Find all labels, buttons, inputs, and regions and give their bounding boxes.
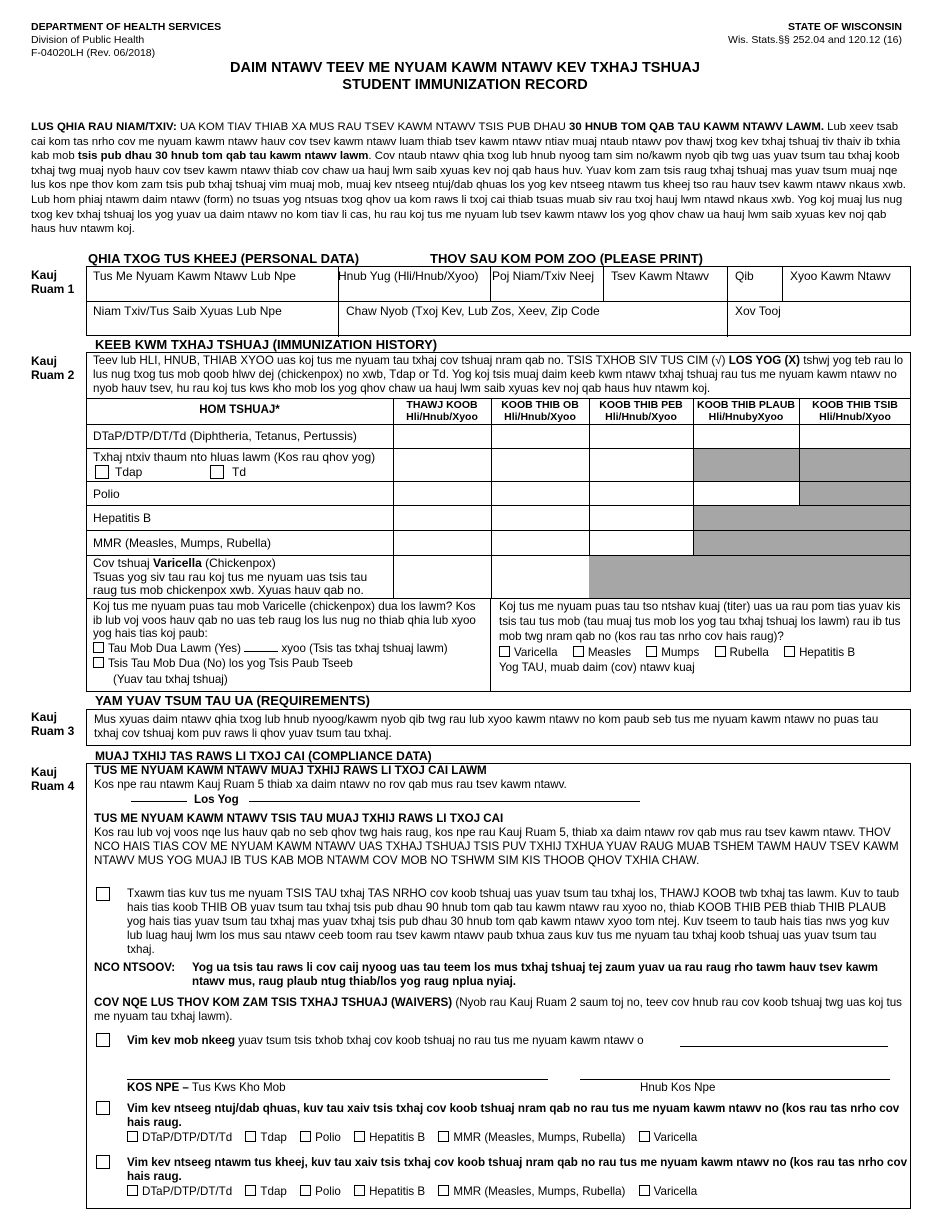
noncompliant-statement: Txawm tias kuv tus me nyuam TSIS TAU txhaj TAS NRHO cov koob tshuaj uas yuav tsum tau txhaj los, THAWJ KOOB twb txhaj tas lawm. Kuv to taub hais tias koob THIB OB yuav tsum tau txhaj tsis pub dhau 90 hnub tom qab tau kawm ntawv rau xyoo no, thiab KOOB THIB PEB thiab THIB PLAUB yog hais tias yuav tsum tau txhaj mas yuav txhaj tsis pub dhau 30 hnub tom qab kawm ntawv xyoo tom ntej. Kuv tseem to taub hais tias nws yog kuv lub luag hauj lwm los mus sau ntawv ceeb toom rau tsev kawm ntawv paub txhua zaus kuv tus me nyuam tau txhaj koob tshuaj uas yuav tsum tau txhaj.: [127, 887, 900, 956]
medical-waiver-blank[interactable]: [680, 1046, 888, 1047]
row-booster: Txhaj ntxiv thaum nto hluas lawm (Kos rau qhov yog): [93, 450, 376, 464]
page-title: [0, 60, 930, 94]
waivers-text: (Nyob rau Kauj Ruam 2 saum toj no, teev cov hnub rau cov koob tshuaj twg uas koj tus me nyuam tau txhaj lawm).: [94, 996, 902, 1023]
header-left: [31, 21, 221, 60]
titer-label: Rubella: [729, 646, 769, 659]
titer-rubella[interactable]: [715, 646, 769, 659]
grid-line: [86, 505, 911, 506]
student-name-field[interactable]: Tus Me Nyuam Kawm Ntawv Lub Npe: [93, 269, 296, 283]
checkbox-icon[interactable]: [639, 1185, 650, 1196]
row-divider: [87, 301, 910, 302]
titer-label: Measles: [587, 646, 632, 659]
checkbox-icon[interactable]: [245, 1131, 256, 1142]
religious-waiver-desc: Vim kev ntseeg ntuj/dab qhuas, kuv tau xaiv tsis txhaj cov koob tshuaj nram qab no rau tus me nyuam kawm ntawv no (kos rau tas nrho cov hais raug: [127, 1102, 900, 1129]
grid-line: [86, 530, 911, 531]
td-label: Td: [232, 465, 247, 479]
checkbox-icon[interactable]: [784, 646, 795, 657]
titer-hepatitis-b[interactable]: [784, 646, 855, 659]
checkbox-icon[interactable]: [96, 887, 110, 901]
vaccine-column-header: HOM TSHUAJ*: [199, 404, 280, 416]
checkbox-icon[interactable]: [573, 646, 584, 657]
checkbox-icon[interactable]: [646, 646, 657, 657]
dob-field[interactable]: Hnub Yug (Hli/Hnub/Xyoo): [338, 269, 479, 283]
col-divider: [338, 302, 339, 337]
vaccine-label: Hepatitis B: [369, 1131, 426, 1144]
titer-question-text: Koj tus me nyuam puas tau tso ntshav kuaj (titer) uas ua rau pom tias yuav kis tsis tau tus mob (tau muaj tus mob los yog tau txhaj tshuaj los lawm) rau ib tus mob twg nram qab no (kos rau tas nrho cov hais raug)?: [499, 600, 901, 643]
division-name: Division of Public Health: [31, 34, 145, 46]
vaccine-option[interactable]: [639, 1131, 698, 1144]
waivers-section: [94, 996, 906, 1024]
vaccine-option[interactable]: [354, 1131, 425, 1144]
dose-5-header: [799, 399, 911, 423]
vaccine-label: MMR (Measles, Mumps, Rubella): [453, 1185, 626, 1198]
td-option[interactable]: [210, 465, 246, 479]
medical-waiver-bold: Vim kev mob nkeeg: [127, 1034, 236, 1047]
dose-header-a: KOOB THIB TSIB: [812, 399, 898, 411]
var-b: Varicella: [153, 556, 202, 570]
row-polio: Polio: [93, 487, 120, 501]
religious-waiver-text: Vim kev ntseeg ntuj/dab qhuas, kuv tau xaiv tsis txhaj cov koob tshuaj nram qab no rau tus me nyuam kawm ntawv no (kos rau tas nrho cov hais raug.: [127, 1102, 900, 1129]
col-divider: [490, 267, 491, 302]
question-divider: [490, 598, 491, 692]
grid-line: [491, 398, 492, 598]
noncompliant-heading: TUS ME NYUAM KAWM NTAWV TSIS TAU MUAJ TXHIJ RAWS LI TXOJ CAI: [94, 812, 504, 825]
checkbox-icon[interactable]: [95, 465, 109, 479]
medical-waiver-text: [127, 1034, 644, 1047]
tdap-option[interactable]: [95, 465, 142, 479]
grid-line: [86, 448, 911, 449]
address-field[interactable]: Chaw Nyob (Txoj Kev, Lub Zos, Xeev, Zip Code: [346, 304, 600, 318]
dose-header-b: Hli/Hnub/Xyoo: [819, 411, 891, 423]
personal-data-box: [86, 266, 911, 336]
dose-header-a: THAWJ KOOB: [406, 399, 478, 411]
intro-text-1: UA KOM TIAV THIAB XA MUS RAU TSEV KAWM NTAWV TSIS PUB DHAU: [179, 121, 566, 133]
compliant-section: [94, 764, 904, 792]
note-text: Yog ua tsis tau raws li cov caij nyoog uas tau teem los mus txhaj tshuaj tej zaum yuav ua rau raug rho tawm hauv tsev kawm ntawv mus, raug plaub ntug thiab/los yog raug nplua nyiaj.: [192, 961, 878, 988]
dose-4-header: [693, 399, 799, 423]
vaccine-option[interactable]: [245, 1185, 286, 1198]
no-label: Tsis Tau Mob Dua (No) los yog Tsis Paub Tseeb: [108, 657, 353, 670]
checkbox-icon[interactable]: [127, 1185, 138, 1196]
vaccine-option[interactable]: [300, 1131, 341, 1144]
immunization-instructions: [93, 354, 908, 396]
col-divider: [603, 267, 604, 302]
vaccine-label: DTaP/DTP/DT/Td: [142, 1185, 233, 1198]
vaccine-label: Tdap: [260, 1131, 287, 1144]
dose-3-header: [589, 399, 693, 423]
na-shade: [799, 481, 910, 505]
personal-waiver-vaccines: [127, 1185, 697, 1198]
checkbox-icon[interactable]: [96, 1101, 110, 1115]
vaccine-label: MMR (Measles, Mumps, Rubella): [453, 1131, 626, 1144]
titer-measles[interactable]: [573, 646, 631, 659]
religious-waiver-vaccines: [127, 1131, 697, 1144]
checkbox-icon[interactable]: [93, 657, 104, 668]
checkbox-icon[interactable]: [96, 1155, 110, 1169]
row-hepatitis-b: Hepatitis B: [93, 511, 152, 525]
checkbox-icon[interactable]: [93, 642, 104, 653]
dose-header-b: Hli/Hnub/Xyoo: [504, 411, 576, 423]
year-blank[interactable]: [244, 651, 278, 652]
row-dtap: DTaP/DTP/DT/Td (Diphtheria, Tetanus, Pertussis): [93, 429, 357, 443]
signature-date-label: Hnub Kos Npe: [640, 1081, 716, 1094]
col-divider: [727, 267, 728, 337]
vaccine-label: Hepatitis B: [369, 1185, 426, 1198]
personal-waiver-text: Vim kev ntseeg ntawm tus kheej, kuv tau xaiv tsis txhaj cov koob tshuaj nram qab no rau tus me nyuam kawm ntawv no (kos rau tas nrho cov hais raug.: [127, 1156, 908, 1183]
school-year-field[interactable]: Xyoo Kawm Ntawv: [790, 269, 891, 283]
medical-waiver-checkbox[interactable]: [96, 1033, 110, 1052]
dose-2-header: [491, 399, 589, 423]
titer-question: [499, 599, 909, 675]
dose-header-a: KOOB THIB PEB: [599, 399, 683, 411]
checkbox-icon[interactable]: [96, 1033, 110, 1047]
checkbox-icon[interactable]: [715, 646, 726, 657]
instructions-paragraph: [31, 120, 911, 237]
checkbox-icon[interactable]: [438, 1185, 449, 1196]
vaccine-option[interactable]: [300, 1185, 341, 1198]
compliant-heading: TUS ME NYUAM KAWM NTAWV MUAJ TXHIJ RAWS LI TXOJ CAI LAWM: [94, 764, 487, 777]
titer-varicella[interactable]: [499, 646, 558, 659]
yes-label: Tau Mob Dua Lawm (Yes): [108, 641, 241, 655]
var-d: Tsuas yog siv tau rau koj tus me nyuam uas tsis tau raug tus mob chickenpox xwb. Xyuas hauv qab no.: [93, 569, 368, 597]
checkbox-icon[interactable]: [438, 1131, 449, 1142]
checkbox-icon[interactable]: [300, 1131, 311, 1142]
no-chickenpox-option[interactable]: [93, 657, 485, 671]
title-hmong: DAIM NTAWV TEEV ME NYUAM KAWM NTAWV KEV TXHAJ TSHUAJ: [230, 60, 700, 76]
dose-header-b: Hli/HnubyXyoo: [708, 411, 784, 423]
dose-header-b: Hli/Hnub/Xyoo: [406, 411, 478, 423]
dose-header-a: KOOB THIB OB: [501, 399, 579, 411]
noncompliant-section: [94, 812, 904, 868]
instr-b: LOS YOG (X): [728, 354, 800, 367]
instructions-lead: LUS QHIA RAU NIAM/TXIV:: [31, 121, 177, 133]
checkbox-icon[interactable]: [354, 1131, 365, 1142]
titer-label: Varicella: [514, 646, 558, 659]
grid-line: [86, 481, 911, 482]
compliance-heading: MUAJ TXHIJ TAS RAWS LI TXOJ CAI (COMPLIANCE DATA): [95, 749, 432, 763]
vaccine-option[interactable]: [354, 1185, 425, 1198]
immunization-grid: [86, 398, 911, 598]
phone-field[interactable]: Xov Tooj: [735, 304, 781, 318]
vaccine-option[interactable]: [438, 1131, 625, 1144]
vaccine-label: Polio: [315, 1131, 341, 1144]
instr-a: Teev lub HLI, HNUB, THIAB XYOO uas koj tus me nyuam tau txhaj cov tshuaj nram qab no. TSIS TXHOB SIV TUS CIM (√): [93, 354, 726, 367]
instr-c: tshwj yog teb rau lo lus nug txog tus mob qoob hlwv dej (chickenpox) no xwb, Tdap or Td. Yog koj tsis muaj daim keeb kwm ntawv txhaj tshuaj rau tus me nyuam kawm ntawv no nyob hauv tsev, hu rau koj tus kws kho mob los yog qhov chaw ua hauj lwm saib xyuas kev noj qab haus huv ntawm koj.: [93, 354, 904, 395]
na-shade: [589, 555, 910, 598]
checkbox-icon[interactable]: [300, 1185, 311, 1196]
state-name: STATE OF WISCONSIN: [788, 21, 902, 33]
na-shade: [693, 448, 910, 481]
vaccine-label: Varicella: [653, 1185, 698, 1198]
yes-note: xyoo (Tsis tas txhaj tshuaj lawm): [281, 641, 448, 655]
chickenpox-question-text: Koj tus me nyuam puas tau mob Varicelle (chickenpox) dua los lawm? Kos ib lub voj voos hauv qab no uas teb raug los lus nug no thiab qhia lub xyoo yog hais tias koj paub:: [93, 600, 476, 640]
physician-signature-line[interactable]: [127, 1079, 548, 1080]
department-name: DEPARTMENT OF HEALTH SERVICES: [31, 21, 222, 33]
tdap-label: Tdap: [115, 465, 143, 479]
form-number: F-04020LH (Rev. 06/2018): [31, 47, 156, 59]
vaccine-label: DTaP/DTP/DT/Td: [142, 1131, 233, 1144]
or-label: Los Yog: [194, 793, 239, 806]
compliant-text: Kos npe rau ntawm Kauj Ruam 5 thiab xa daim ntawv no rov qab mus rau tsev kawm ntawv.: [94, 778, 567, 791]
col-divider: [338, 267, 339, 302]
grid-line: [393, 398, 394, 598]
signature-date-line[interactable]: [580, 1079, 890, 1080]
sex-field[interactable]: Poj Niam/Txiv Neej: [492, 269, 595, 283]
or-rule-left: [131, 801, 187, 802]
dose-header-b: Hli/Hnub/Xyoo: [605, 411, 677, 423]
medical-waiver-desc: yuav tsum tsis txhob txhaj cov koob tshuaj no rau tus me nyuam kawm ntawv o: [238, 1034, 644, 1047]
checkbox-icon[interactable]: [354, 1185, 365, 1196]
vaccine-label: Tdap: [260, 1185, 287, 1198]
requirements-box: Mus xyuas daim ntawv qhia txog lub hnub nyoog/kawm nyob qib twg rau lub xyoo kawm ntawv no kom paub seb tus me nyuam kawm ntawv no puas tau txhaj cov tshuaj kom puv raws li qhov yuav tsum tau txhaj.: [86, 709, 911, 746]
signature-label-bold: KOS NPE –: [127, 1081, 189, 1094]
col-divider: [782, 267, 783, 302]
titer-note: Yog TAU, muab daim (cov) ntawv kuaj: [499, 661, 695, 674]
religious-waiver-checkbox[interactable]: [96, 1101, 110, 1120]
grid-line: [86, 424, 911, 425]
vaccine-option[interactable]: [245, 1131, 286, 1144]
header-right: [728, 21, 902, 47]
dose-header-a: KOOB THIB PLAUB: [697, 399, 795, 411]
step-2-label: Kauj Ruam 2: [31, 354, 75, 382]
immunization-history-heading: KEEB KWM TXHAJ TSHUAJ (IMMUNIZATION HISTORY): [95, 337, 438, 352]
note-label: NCO NTSOOV:: [94, 961, 176, 974]
please-print-heading: THOV SAU KOM POM ZOO (PLEASE PRINT): [430, 251, 704, 266]
noncompliant-checkbox[interactable]: [96, 887, 110, 906]
intro-text-3: . Cov ntaub ntawv qhia txog lub hnub nyoog tam sim no/kawm nyob qib twg uas yuav tsum tau txhaj koob txhaj twg muaj nyob hauv cov tsev kawm ntawv thiab cov chaw ua hauj lwm saib xyuas kev noj qab haus huv. Yuav kom zam tsis raug txhaj tshuaj mas yuav tsum muaj nqe lus kos npe thov kom zam tsis pub txhaj tshuaj vim muaj mob, muaj kev ntseeg ntuj/dab qhuas los yog kev ntseeg ntawm tus kheej tso rau hauv tsev kawm ntawv nkaus xwb. Lub hom phiaj ntawm daim ntawv (form) no tsuas yog ntsuas txog qhov ua kom raws li txoj cai thiab tsuas muab siv rau txoj hauj lwm ntawd nkaus xwb. Yog koj muaj lus nug txog kev txhaj tshuaj los yog yuav ua daim ntawv no kom tiav li cas, hu rau koj tus me nyuam lub tsev kawm ntawv los yog qhov chaw ua hauj lwm saib xyuas kev noj qab haus huv ntawm koj.: [31, 150, 906, 236]
dose-1-header: [393, 399, 491, 423]
vaccine-option[interactable]: [438, 1185, 625, 1198]
checkbox-icon[interactable]: [245, 1185, 256, 1196]
checkbox-icon[interactable]: [127, 1131, 138, 1142]
var-c: (Chickenpox): [205, 556, 276, 570]
step-1-label: Kauj Ruam 1: [31, 268, 75, 296]
noncompliant-text: Kos rau lub voj voos nqe lus hauv qab no seb qhov twg hais raug, kos npe rau Kauj Ruam 5, thiab xa daim ntawv rov qab mus rau tsev kawm ntawv. THOV NCO HAIS TIAS COV ME NYUAM KAWM NTAWV UAS TXHAJ TSHUAJ TSIS PUV TXHIJ TXHUA YUAV RAUG MUAB TSHEM TAWM HAUV TSEV KAWM NTAWV MUS YOG MUAJ IB TUS KAB MOB NTAWM COV MOB NO TSHWM SIM KIS THOOB QHOV TXHIA CHAW.: [94, 826, 899, 867]
chickenpox-history-question: [93, 600, 485, 686]
physician-signature-label: [127, 1081, 286, 1094]
var-a: Cov tshuaj: [93, 556, 150, 570]
intro-text-1b: 30 HNUB TOM QAB TAU KAWM NTAWV LAWM.: [568, 121, 824, 133]
had-chickenpox-option[interactable]: [93, 642, 485, 656]
row-mmr: MMR (Measles, Mumps, Rubella): [93, 536, 272, 550]
row-varicella: [93, 557, 388, 598]
titer-label: Hepatitis B: [799, 646, 856, 659]
vaccine-option[interactable]: [127, 1131, 232, 1144]
step-4-label: Kauj Ruam 4: [31, 765, 75, 793]
vaccine-option[interactable]: [127, 1185, 232, 1198]
intro-text-2: Lub xeev tsab cai kom tas nrho cov me nyuam kawm ntawv hauv cov tsev kawm ntawv luam thiab tsev kawm ntawv ntiav muaj ntaub ntawv pov thawj txog kev txhaj tshuaj tiv thaiv ib txhia kab mob: [31, 121, 901, 163]
titer-label: Mumps: [661, 646, 700, 659]
checkbox-icon[interactable]: [639, 1131, 650, 1142]
statutes: Wis. Stats.§§ 252.04 and 120.12 (16): [728, 34, 902, 46]
title-english: STUDENT IMMUNIZATION RECORD: [342, 77, 588, 93]
no-note: (Yuav tau txhaj tshuaj): [113, 672, 228, 686]
grade-field[interactable]: Qib: [735, 269, 754, 283]
intro-text-2b: tsis pub dhau 30 hnub tom qab tau kawm ntawv lawm: [77, 150, 369, 163]
checkbox-icon[interactable]: [499, 646, 510, 657]
requirements-heading: YAM YUAV TSUM TAU UA (REQUIREMENTS): [95, 693, 370, 708]
or-rule-right: [249, 801, 640, 802]
titer-options: [499, 645, 909, 660]
waivers-heading: COV NQE LUS THOV KOM ZAM TSIS TXHAJ TSHUAJ (WAIVERS): [94, 996, 453, 1009]
school-field[interactable]: Tsev Kawm Ntawv: [611, 269, 710, 283]
vaccine-option[interactable]: [639, 1185, 698, 1198]
personal-waiver-checkbox[interactable]: [96, 1155, 110, 1174]
parent-name-field[interactable]: Niam Txiv/Tus Saib Xyuas Lub Npe: [93, 304, 282, 318]
personal-data-heading: QHIA TXOG TUS KHEEJ (PERSONAL DATA): [88, 251, 360, 266]
vaccine-label: Polio: [315, 1185, 341, 1198]
vaccine-label: Varicella: [653, 1131, 698, 1144]
titer-mumps[interactable]: [646, 646, 699, 659]
signature-label-text: Tus Kws Kho Mob: [191, 1081, 286, 1094]
checkbox-icon[interactable]: [210, 465, 224, 479]
step-3-label: Kauj Ruam 3: [31, 710, 75, 738]
